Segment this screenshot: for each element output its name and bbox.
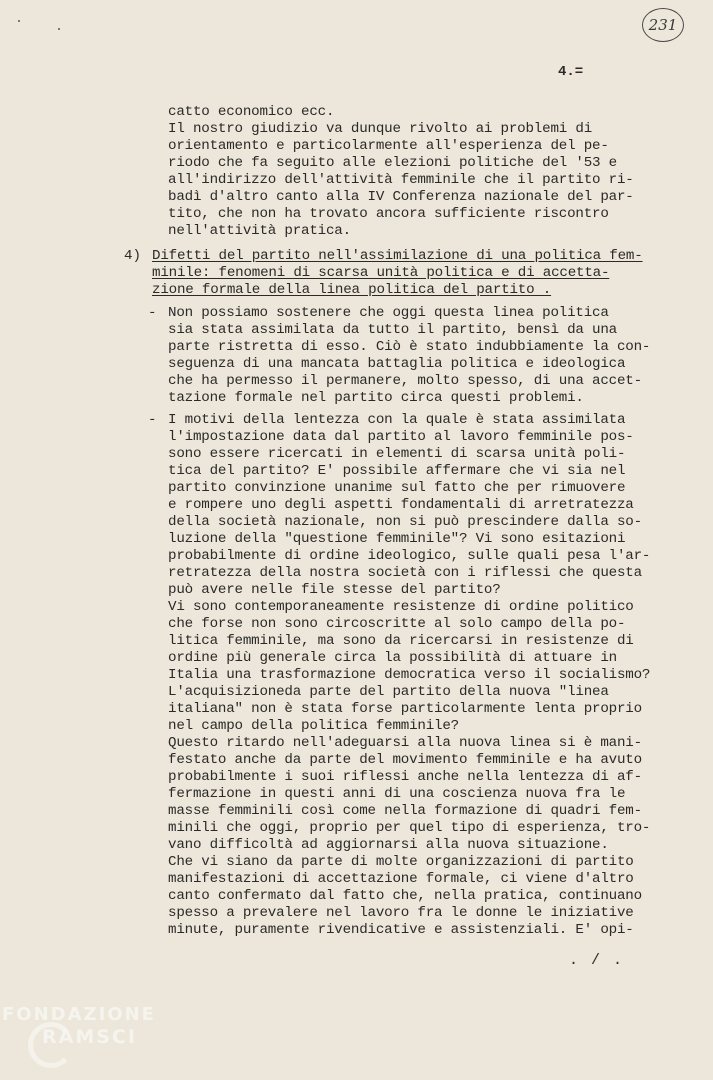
text-line: spesso a prevalere nel lavoro fra le donne le iniziative: [168, 905, 634, 921]
section-number: 4): [124, 248, 142, 264]
text-line: parte ristretta di esso. Ciò è stato indubbiamente la con-: [168, 339, 651, 355]
text-line: seguenza di una mancata battaglia politica e ideologica: [168, 356, 626, 372]
text-line: minute, puramente rivendicative e assistenziali. E' opi-: [168, 922, 634, 938]
text-line: che ha permesso il permanere, molto spesso, di una accet-: [168, 373, 642, 389]
bullet-dash: -: [148, 305, 157, 321]
bullet-dash: -: [148, 412, 157, 428]
heading-line: Difetti del partito nell'assimilazione di una politica fem-: [152, 248, 643, 264]
text-line: sia stata assimilata da tutto il partito, bensì da una: [168, 322, 617, 338]
text-line: Il nostro giudizio va dunque rivolto ai problemi di: [168, 121, 593, 137]
watermark-line-2: RAMSCI: [42, 1026, 137, 1048]
text-line: all'indirizzo dell'attività femminile che il partito ri-: [168, 172, 634, 188]
text-line: masse femminili così come nella formazione di quadri fem-: [168, 803, 642, 819]
text-line: catto economico ecc.: [168, 104, 335, 120]
text-line: probabilmente i suoi riflessi anche nella lentezza di af-: [168, 769, 642, 785]
text-line: l'impostazione data dal partito al lavoro femminile pos-: [168, 429, 634, 445]
text-line: tito, che non ha trovato ancora sufficiente riscontro: [168, 206, 609, 222]
text-line: della società nazionale, non si può prescindere dalla so-: [168, 514, 642, 530]
text-line: manifestazioni di accettazione formale, ci viene d'altro: [168, 871, 634, 887]
heading-line: zione formale della linea politica del partito .: [152, 282, 552, 298]
text-line: I motivi della lentezza con la quale è stata assimilata: [168, 412, 626, 428]
text-line: fermazione in questi anni di una coscienza nuova fra le: [168, 786, 626, 802]
text-line: minili che oggi, proprio per quel tipo di esperienza, tro-: [168, 820, 651, 836]
text-line: Questo ritardo nell'adeguarsi alla nuova linea si è mani-: [168, 735, 642, 751]
text-line: badì d'altro canto alla IV Conferenza nazionale del par-: [168, 189, 634, 205]
text-line: orientamento e particolarmente all'esperienza del pe-: [168, 138, 609, 154]
text-line: L'acquisizioneda parte del partito della nuova "linea: [168, 684, 609, 700]
text-line: Che vi siano da parte di molte organizzazioni di partito: [168, 854, 634, 870]
text-line: luzione della "questione femminile"? Vi sono esitazioni: [168, 531, 626, 547]
text-line: tazione formale nel partito circa questi problemi.: [168, 390, 584, 406]
text-line: tica del partito? E' possibile affermare che vi sia nel: [168, 463, 626, 479]
text-line: probabilmente di ordine ideologico, sulle quali pesa l'ar-: [168, 548, 651, 564]
text-line: vano difficoltà ad aggiornarsi alla nuova situazione.: [168, 837, 609, 853]
text-line: canto confermato dal fatto che, nella pratica, continuano: [168, 888, 642, 904]
archive-number-stamp: 231: [642, 8, 684, 42]
text-line: e rompere uno degli aspetti fondamentali di arretratezza: [168, 497, 634, 513]
text-line: partito convinzione unanime sul fatto che per rimuovere: [168, 480, 626, 496]
text-line: ordine più generale circa la possibilità di attuare in: [168, 650, 617, 666]
text-line: Italia una trasformazione democratica verso il socialismo?: [168, 667, 651, 683]
heading-line: minile: fenomeni di scarsa unità politica e di accetta-: [152, 265, 610, 281]
text-line: che forse non sono circoscritte al solo campo della po-: [168, 616, 626, 632]
text-line: festato anche da parte del movimento femminile e ha avuto: [168, 752, 642, 768]
archive-watermark: [2, 996, 192, 1076]
text-line: nel campo della politica femminile?: [168, 718, 459, 734]
page-number: 4.=: [558, 64, 584, 80]
continuation-mark: . / .: [569, 952, 625, 969]
text-line: sono essere ricercati in elementi di scarsa unità poli-: [168, 446, 626, 462]
text-line: nell'attività pratica.: [168, 223, 351, 239]
text-line: può avere nelle file stesse del partito?: [168, 582, 501, 598]
text-line: litica femminile, ma sono da ricercarsi in resistenze di: [168, 633, 634, 649]
watermark-line-1: FONDAZIONE: [2, 1004, 156, 1025]
text-line: Non possiamo sostenere che oggi questa linea politica: [168, 305, 609, 321]
text-line: italiana" non è stata forse particolarmente lenta proprio: [168, 701, 642, 717]
text-line: Vi sono contemporaneamente resistenze di ordine politico: [168, 599, 634, 615]
text-line: riodo che fa seguito alle elezioni politiche del '53 e: [168, 155, 617, 171]
text-line: retratezza della nostra società con i riflessi che questa: [168, 565, 642, 581]
